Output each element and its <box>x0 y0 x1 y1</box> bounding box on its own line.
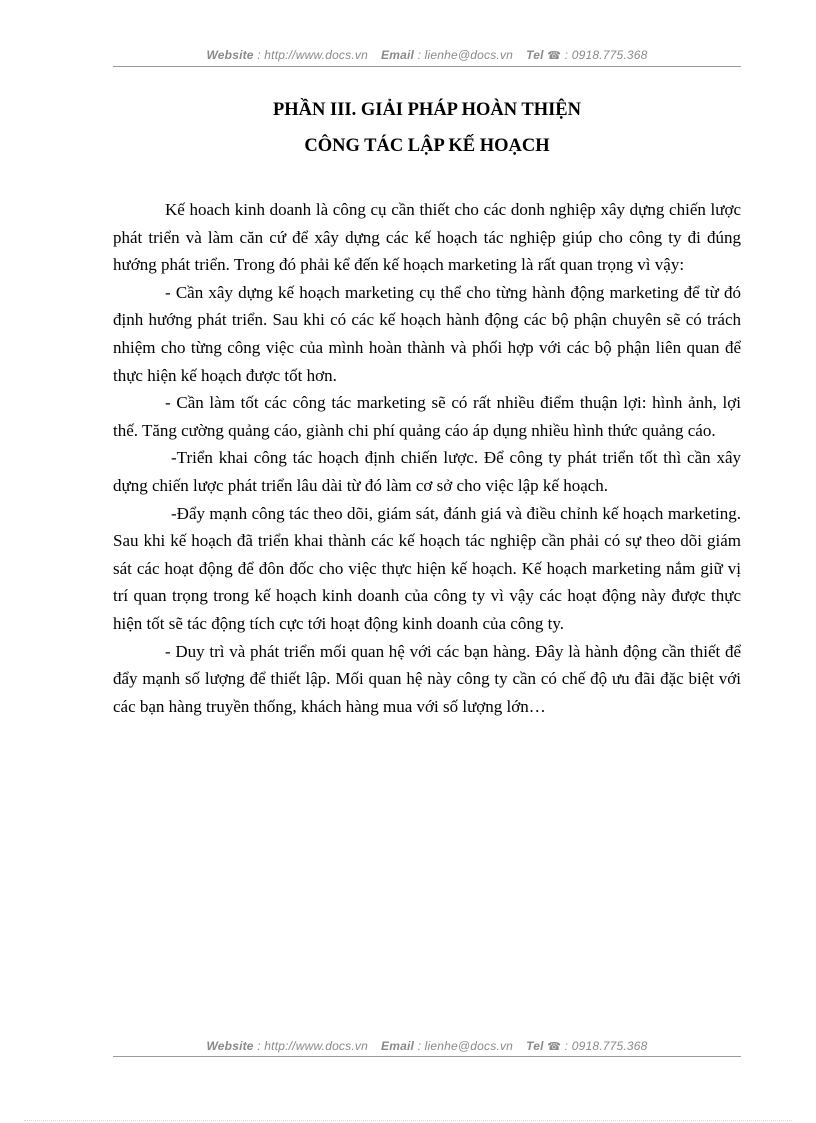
paragraph-strategy: -Triển khai công tác hoạch định chiến lược. Để công ty phát triển tốt thì cần xây dựng chiến lược phát triển lâu dài từ đó làm cơ sở cho việc lập kế hoạch. <box>113 448 741 495</box>
footer-email-label: Email <box>381 1039 415 1053</box>
page-footer <box>113 1039 741 1053</box>
footer-website-value: : http://www.docs.vn <box>257 1039 368 1053</box>
body-text <box>113 196 741 720</box>
header-website-label: Website <box>206 48 254 62</box>
header-website-value: : http://www.docs.vn <box>257 48 368 62</box>
phone-icon: ☎ <box>547 1041 562 1053</box>
paragraph-marketing-plan: - Cần xây dựng kế hoạch marketing cụ thể cho từng hành động marketing để từ đó định hướng phát triển. Sau khi có các kế hoạch hành động các bộ phận chuyên sẽ có trách nhiệm cho từng công việc của mình hoàn thành và phối hợp với các bộ phận liên quan để thực hiện kế hoạch được tốt hơn. <box>113 282 741 385</box>
page-header <box>113 48 741 62</box>
header-email-label: Email <box>381 48 415 62</box>
footer-tel-value: : 0918.775.368 <box>564 1039 648 1053</box>
paragraph-monitoring: -Đẩy mạnh công tác theo dõi, giám sát, đánh giá và điều chỉnh kế hoạch marketing. Sau khi kế hoạch đã triển khai thành các kế hoạch tác nghiệp cần phải có sự theo dõi giám sát các hoạt động để đôn đốc cho việc thực hiện kế hoạch. Kế hoạch marketing nắm giữ vị trí quan trọng trong kế hoạch kinh doanh của công ty vì vậy các hoạt động này được thực hiện tốt sẽ tác động tích cực tới hoạt động kinh doanh của công ty. <box>113 503 741 633</box>
paragraph-marketing-work: - Cần làm tốt các công tác marketing sẽ có rất nhiều điểm thuận lợi: hình ảnh, lợi thế. Tăng cường quảng cáo, giành chi phí quảng cáo áp dụng nhiều hình thức quảng cáo. <box>113 393 741 440</box>
header-rule <box>113 66 741 67</box>
header-email-value: : lienhe@docs.vn <box>417 48 514 62</box>
section-title-line2: CÔNG TÁC LẬP KẾ HOẠCH <box>304 136 550 156</box>
page-bottom-dotted-line <box>24 1120 792 1121</box>
paragraph-intro: Kế hoach kinh doanh là công cụ cần thiết cho các donh nghiệp xây dựng chiến lược phát triển và làm căn cứ để xây dựng các kế hoạch tác nghiệp giúp cho công ty đi đúng hướng phát triển. Trong đó phải kể đến kế hoạch marketing là rất quan trọng vì vậy: <box>113 200 741 275</box>
footer-rule <box>113 1056 741 1057</box>
paragraph-partners: - Duy trì và phát triển mối quan hệ với các bạn hàng. Đây là hành động cần thiết để đẩy mạnh số lượng để thiết lập. Mối quan hệ này công ty cần có chế độ ưu đãi đặc biệt với các bạn hàng truyền thống, khách hàng mua với số lượng lớn… <box>113 641 741 716</box>
section-title-line1: PHẦN III. GIẢI PHÁP HOÀN THIỆN <box>272 100 582 120</box>
header-tel-label: Tel <box>526 48 544 62</box>
phone-icon: ☎ <box>547 50 562 62</box>
footer-tel-label: Tel <box>526 1039 544 1053</box>
footer-website-label: Website <box>206 1039 254 1053</box>
header-tel-value: : 0918.775.368 <box>564 48 648 62</box>
footer-email-value: : lienhe@docs.vn <box>417 1039 514 1053</box>
